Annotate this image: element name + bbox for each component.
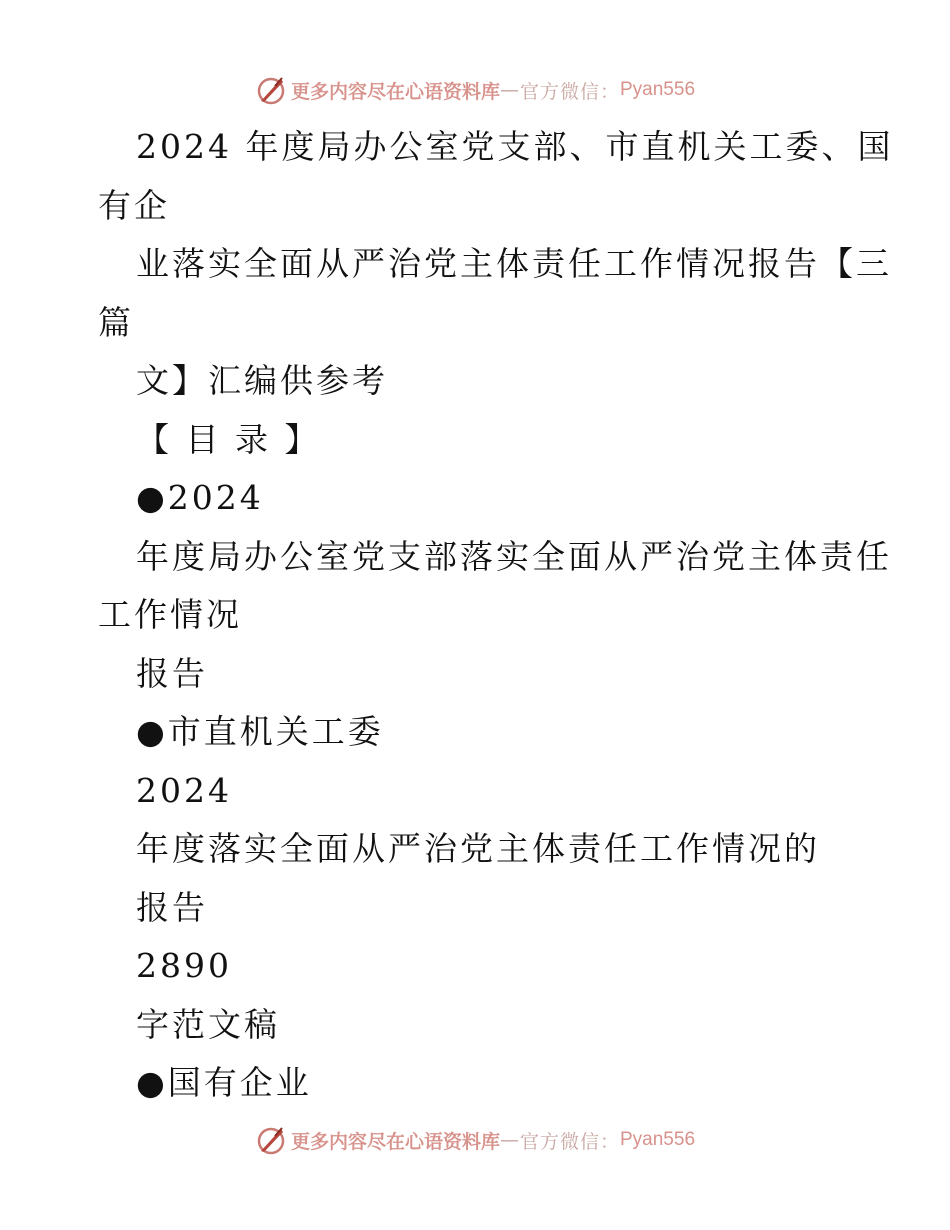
quill-logo-icon [255, 1124, 287, 1156]
watermark-text: 更多内容尽在心语资料库 [290, 1130, 500, 1153]
watermark-account: Pyan556 [620, 79, 696, 100]
watermark-account: Pyan556 [620, 1129, 696, 1150]
title-line: 有企 [98, 185, 170, 225]
watermark-text: 更多内容尽在心语资料库 [290, 80, 500, 103]
toc-item-line: ●2024 [136, 478, 264, 517]
toc-item-line: 2890 [136, 946, 232, 985]
watermark-official: 官方微信： [519, 80, 620, 103]
toc-item-line: ●国有企业 [136, 1063, 312, 1102]
toc-heading: 【 目 录 】 [136, 419, 321, 459]
toc-item-line: 2024 [136, 770, 232, 810]
title-line: 业落实全面从严治党主体责任工作情况报告【三 [136, 244, 892, 283]
title-line: 篇 [98, 302, 134, 342]
watermark-banner-bottom [0, 1120, 950, 1160]
watermark-dash: — [499, 79, 520, 101]
toc-item-line: ●市直机关工委 [136, 712, 384, 751]
toc-item-line: 年度局办公室党支部落实全面从严治党主体责任 [136, 536, 892, 576]
quill-logo-icon [255, 74, 287, 106]
toc-item-line: 报告 [136, 653, 208, 693]
toc-item-line: 工作情况 [98, 595, 242, 634]
watermark-banner-top [0, 70, 950, 110]
toc-item-line: 字范文稿 [136, 1004, 280, 1044]
document-body [98, 118, 894, 1113]
toc-item-line: 年度落实全面从严治党主体责任工作情况的 [136, 829, 820, 868]
watermark-dash: — [499, 1129, 520, 1151]
watermark-official: 官方微信： [519, 1130, 620, 1153]
title-line: 2024 年度局办公室党支部、市直机关工委、国 [136, 127, 894, 166]
toc-item-line: 报告 [136, 887, 208, 927]
title-line: 文】汇编供参考 [136, 361, 388, 400]
